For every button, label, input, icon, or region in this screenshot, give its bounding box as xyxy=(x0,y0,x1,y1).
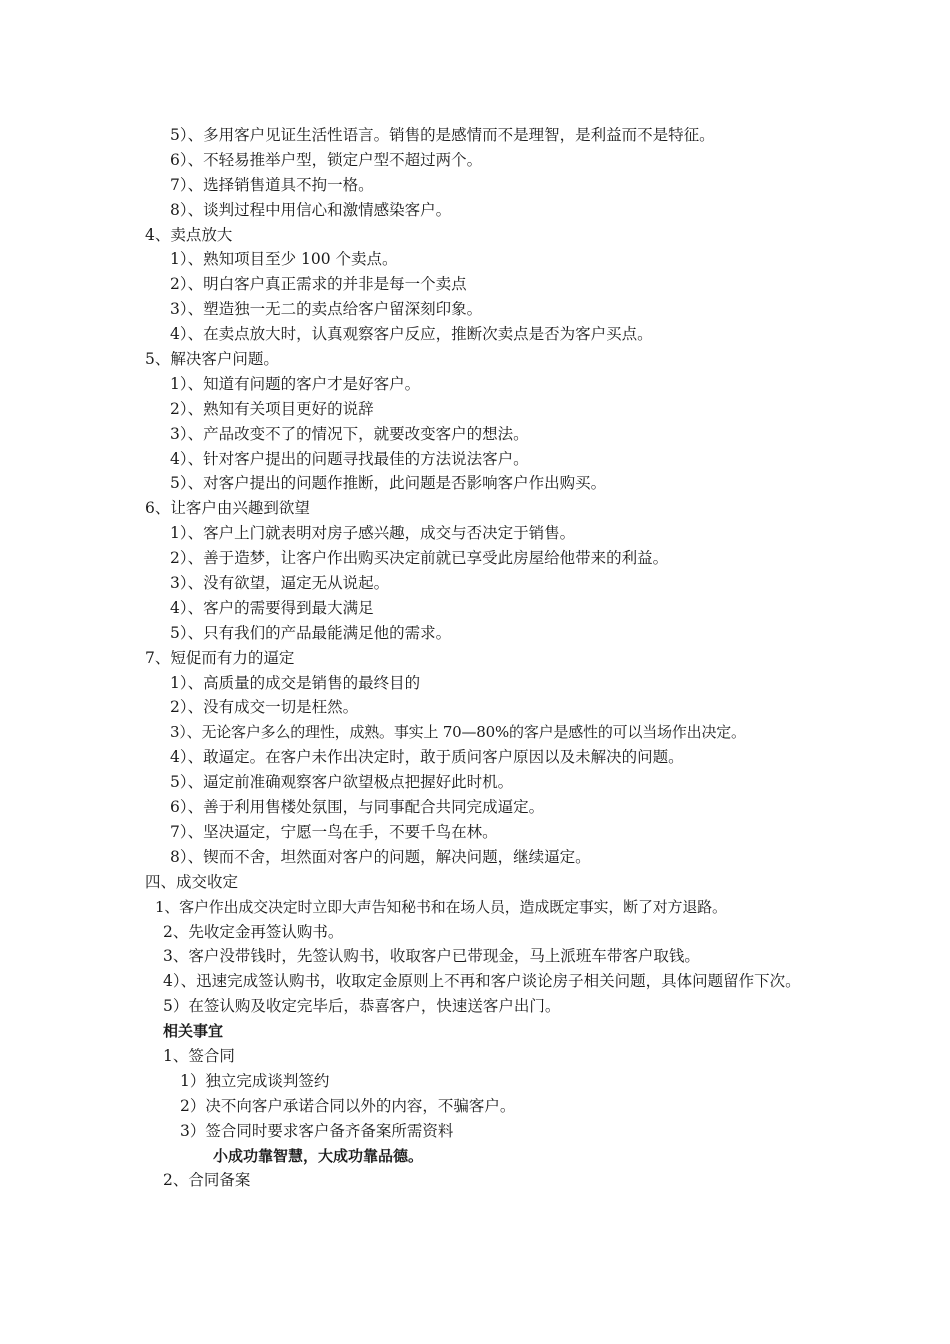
text-line: 1）、熟知项目至少 100 个卖点。 xyxy=(170,250,398,269)
section-heading: 1、签合同 xyxy=(163,1046,235,1065)
text-line: 2、先收定金再签认购书。 xyxy=(163,922,344,941)
text-line: 2）、善于造梦，让客户作出购买决定前就已享受此房屋给他带来的利益。 xyxy=(170,549,669,568)
section-heading: 7、短促而有力的逼定 xyxy=(145,648,295,667)
section-heading: 四、成交收定 xyxy=(145,872,239,891)
text-line: 5）、多用客户见证生活性语言。销售的是感情而不是理智，是利益而不是特征。 xyxy=(170,126,715,144)
text-line: 4）、敢逼定。在客户未作出决定时，敢于质问客户原因以及未解决的问题。 xyxy=(170,748,684,767)
text-line: 3）、没有欲望，逼定无从说起。 xyxy=(170,574,390,593)
text-line: 3）、产品改变不了的情况下，就要改变客户的想法。 xyxy=(170,424,529,443)
text-line: 4）、在卖点放大时，认真观察客户反应，推断次卖点是否为客户买点。 xyxy=(170,325,653,344)
text-line: 5）、只有我们的产品最能满足他的需求。 xyxy=(170,623,452,642)
section-heading: 4、卖点放大 xyxy=(145,225,233,244)
section-heading: 相关事宜 xyxy=(163,1022,224,1041)
text-line: 3）签合同时要求客户备齐备案所需资料 xyxy=(180,1121,454,1140)
text-line: 7）、坚决逼定，宁愿一鸟在手，不要千鸟在林。 xyxy=(170,822,498,841)
text-line: 8）、锲而不舍，坦然面对客户的问题，解决问题，继续逼定。 xyxy=(170,847,591,866)
text-line: 1）独立完成谈判签约 xyxy=(180,1071,330,1090)
document-body xyxy=(0,123,950,1193)
text-line: 8）、谈判过程中用信心和激情感染客户。 xyxy=(170,200,452,219)
text-line: 1）、高质量的成交是销售的最终目的 xyxy=(170,673,421,692)
text-line: 3）、塑造独一无二的卖点给客户留深刻印象。 xyxy=(170,300,483,319)
text-line: 5）、对客户提出的问题作推断，此问题是否影响客户作出购买。 xyxy=(170,474,607,493)
text-line: 4）、针对客户提出的问题寻找最佳的方法说法客户。 xyxy=(170,449,529,468)
text-line: 2）、熟知有关项目更好的说辞 xyxy=(170,399,374,418)
text-line: 2）、没有成交一切是枉然。 xyxy=(170,698,359,717)
text-line: 7）、选择销售道具不拘一格。 xyxy=(170,175,374,194)
text-line: 2）、明白客户真正需求的并非是每一个卖点 xyxy=(170,275,467,294)
text-line: 6）、不轻易推举户型，锁定户型不超过两个。 xyxy=(170,150,483,169)
text-line: 5）、逼定前准确观察客户欲望极点把握好此时机。 xyxy=(170,773,514,792)
text-line: 3、客户没带钱时，先签认购书，收取客户已带现金，马上派班车带客户取钱。 xyxy=(163,947,700,966)
text-line: 4）、客户的需要得到最大满足 xyxy=(170,598,374,617)
section-heading: 5、解决客户问题。 xyxy=(145,350,279,369)
text-paragraph: 4）、迅速完成签认购书，收取定金原则上不再和客户谈论房子相关问题，具体问题留作下次。 xyxy=(163,972,801,991)
text-line: 2）决不向客户承诺合同以外的内容，不骗客户。 xyxy=(180,1096,516,1115)
text-line: 5）在签认购及收定完毕后，恭喜客户，快速送客户出门。 xyxy=(163,997,561,1016)
text-line: 1）、客户上门就表明对房子感兴趣，成交与否决定于销售。 xyxy=(170,524,576,543)
text-line: 1）、知道有问题的客户才是好客户。 xyxy=(170,374,421,393)
section-heading: 2、合同备案 xyxy=(163,1171,251,1190)
text-line: 1、客户作出成交决定时立即大声告知秘书和在场人员，造成既定事实，断了对方退路。 xyxy=(155,897,727,916)
motto: 小成功靠智慧，大成功靠品德。 xyxy=(213,1146,424,1165)
text-line: 6）、善于利用售楼处氛围，与同事配合共同完成逼定。 xyxy=(170,798,545,817)
section-heading: 6、让客户由兴趣到欲望 xyxy=(145,499,310,518)
text-line: 3）、无论客户多么的理性，成熟。事实上 70—80%的客户是感性的可以当场作出决定。 xyxy=(170,723,746,742)
